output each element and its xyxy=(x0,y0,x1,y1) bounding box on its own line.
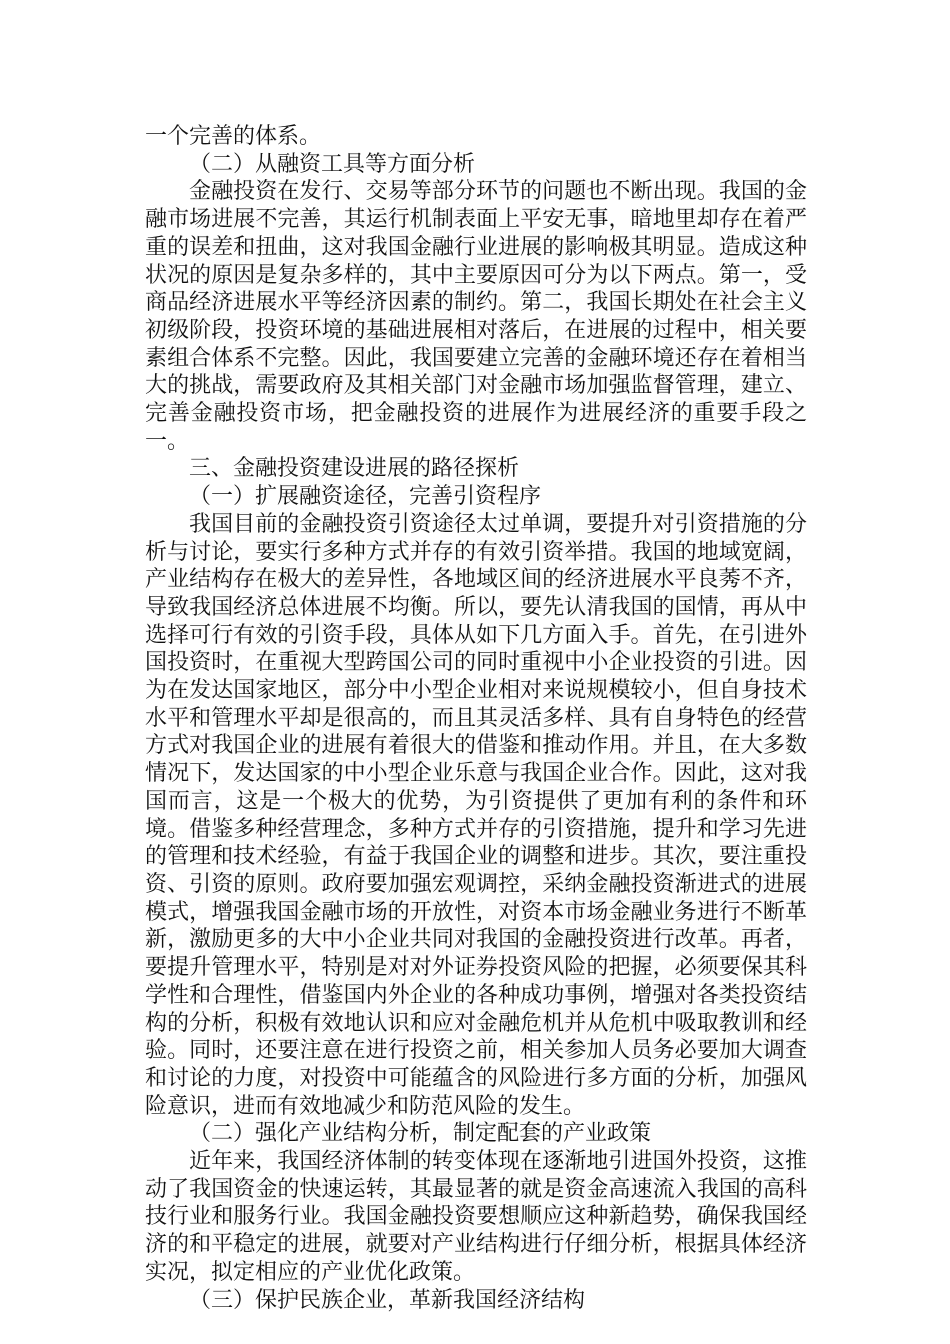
paragraph-expand-financing: 我国目前的金融投资引资途径太过单调，要提升对引资措施的分析与讨论，要实行多种方式并存的有效引资举措。我国的地域宽阔，产业结构存在极大的差异性，各地域区间的经济进展水平良莠不齐，导致我国经济总体进展不均衡。所以，要先认清我国的国情，再从中选择可行有效的引资手段，具体从如下几方面入手。首先，在引进外国投资时，在重视大型跨国公司的同时重视中小企业投资的引进。因为在发达国家地区，部分中小型企业相对来说规模较小，但自身技术水平和管理水平却是很高的，而且其灵活多样、具有自身特色的经营方式对我国企业的进展有着很大的借鉴和推动作用。并且，在大多数情况下，发达国家的中小型企业乐意与我国企业合作。因此，这对我国而言，这是一个极大的优势，为引资提供了更加有利的条件和环境。借鉴多种经营理念，多种方式并存的引资措施，提升和学习先进的管理和技术经验，有益于我国企业的调整和进步。其次，要注重投资、引资的原则。政府要加强宏观调控，采纳金融投资渐进式的进展模式，增强我国金融市场的开放性，对资本市场金融业务进行不断革新，激励更多的大中小企业共同对我国的金融投资进行改革。再者，要提升管理水平，特别是对对外证券投资风险的把握，必须要保其科学性和合理性，借鉴国内外企业的各种成功事例，增强对各类投资结构的分析，积极有效地认识和应对金融危机并从危机中吸取教训和经验。同时，还要注意在进行投资之前，相关参加人员务必要加大调查和讨论的力度，对投资中可能蕴含的风险进行多方面的分析，加强风险意识，进而有效地减少和防范风险的发生。 xyxy=(145,511,807,1119)
paragraph-industry-structure: 近年来，我国经济体制的转变体现在逐渐地引进国外投资，这推动了我国资金的快速运转，其最显著的就是资金高速流入我国的高科技行业和服务行业。我国金融投资要想顺应这种新趋势，确保我国经济的和平稳定的进展，就要对产业结构进行仔细分析，根据具体经济实况，拟定相应的产业优化政策。 xyxy=(145,1149,807,1285)
paragraph-financing-analysis: 金融投资在发行、交易等部分环节的问题也不断出现。我国的金融市场进展不完善，其运行机制表面上平安无事，暗地里却存在着严重的误差和扭曲，这对我国金融行业进展的影响极其明显。造成这种状况的原因是复杂多样的，其中主要原因可分为以下两点。第一，受商品经济进展水平等经济因素的制约。第二，我国长期处在社会主义初级阶段，投资环境的基础进展相对落后，在进展的过程中，相关要素组合体系不完整。因此，我国要建立完善的金融环境还存在着相当大的挑战，需要政府及其相关部门对金融市场加强监督管理，建立、完善金融投资市场，把金融投资的进展作为进展经济的重要手段之一。 xyxy=(145,179,807,454)
subheading-expand-financing: （一）扩展融资途径，完善引资程序 xyxy=(189,484,542,510)
subheading-financing-tools: （二）从融资工具等方面分析 xyxy=(189,151,476,177)
document-body xyxy=(145,123,807,1314)
paragraph-continuation: 一个完善的体系。 xyxy=(145,124,322,149)
subheading-protect-enterprises: （三）保护民族企业，革新我国经济结构 xyxy=(189,1287,586,1313)
subheading-industry-structure: （二）强化产业结构分析，制定配套的产业政策 xyxy=(189,1121,652,1147)
section-heading-path-analysis: 三、金融投资建设进展的路径探析 xyxy=(189,456,520,482)
